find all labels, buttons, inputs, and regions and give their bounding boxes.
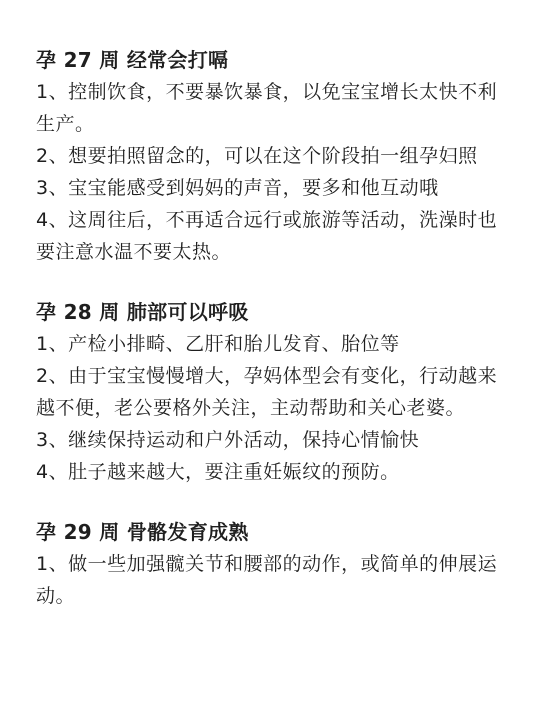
list-item: 2、想要拍照留念的，可以在这个阶段拍一组孕妇照 <box>36 145 478 167</box>
list-item: 4、肚子越来越大，要注重妊娠纹的预防。 <box>36 461 400 483</box>
list-item: 3、继续保持运动和户外活动，保持心情愉快 <box>36 429 420 451</box>
section-week-28 <box>36 296 504 488</box>
section-week-27 <box>36 44 504 268</box>
section-heading: 孕 27 周 经常会打嗝 <box>36 48 229 72</box>
list-item: 1、控制饮食，不要暴饮暴食，以免宝宝增长太快不利生产。 <box>36 81 498 135</box>
list-item: 3、宝宝能感受到妈妈的声音，要多和他互动哦 <box>36 177 439 199</box>
section-week-29 <box>36 516 504 612</box>
list-item: 2、由于宝宝慢慢增大，孕妈体型会有变化，行动越来越不便，老公要格外关注，主动帮助和关心老婆。 <box>36 365 498 419</box>
list-item: 4、这周往后，不再适合远行或旅游等活动，洗澡时也要注意水温不要太热。 <box>36 209 498 263</box>
list-item: 1、产检小排畸、乙肝和胎儿发育、胎位等 <box>36 333 400 355</box>
section-heading: 孕 29 周 骨骼发育成熟 <box>36 520 249 544</box>
list-item: 1、做一些加强髋关节和腰部的动作，或简单的伸展运动。 <box>36 553 498 607</box>
section-heading: 孕 28 周 肺部可以呼吸 <box>36 300 249 324</box>
